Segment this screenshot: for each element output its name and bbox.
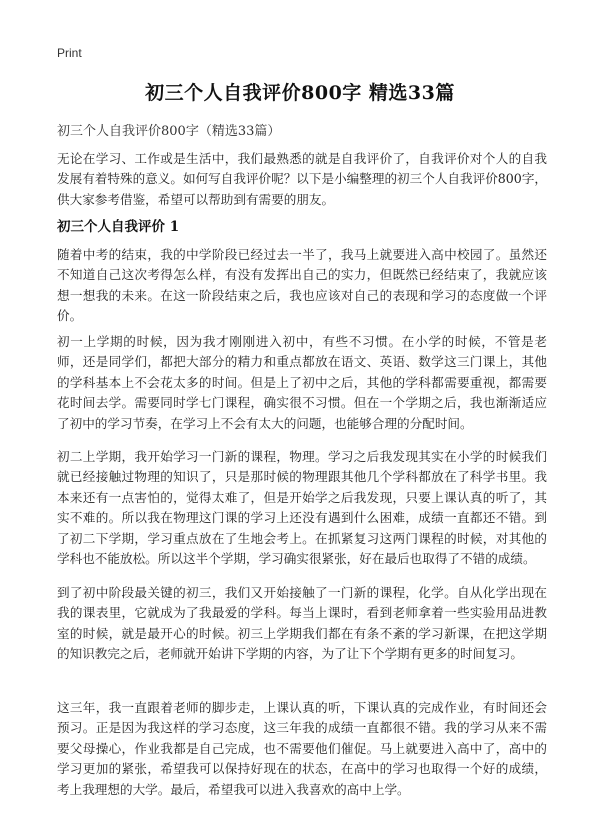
document-title: 初三个人自我评价800字 精选33篇 xyxy=(145,82,455,104)
print-label: Print xyxy=(57,46,82,60)
body-paragraph-5: 这三年，我一直跟着老师的脚步走，上课认真的听，下课认真的完成作业，有时间还会预习。正是因为我这样的学习态度，这三年我的成绩一直都很不错。我的学习从来不需要父母操心，作业我都是自己完成，也不需要他们催促。马上就要进入高中了，高中的学习更加的紧张，希望我可以保持好现在的状态，在高中的学习也取得一个好的成绩，考上我理想的大学。最后，希望我可以进入我喜欢的高中上学。 xyxy=(57,700,547,797)
intro-paragraph: 无论在学习、工作或是生活中，我们最熟悉的就是自我评价了，自我评价对个人的自我发展有着特殊的意义。如何写自我评价呢？以下是小编整理的初三个人自我评价800字，供大家参考借鉴，希望可以帮助到有需要的朋友。 xyxy=(57,151,548,207)
body-paragraph-1: 随着中考的结束，我的中学阶段已经过去一半了，我马上就要进入高中校园了。虽然还不知道自己这次考得怎么样，有没有发挥出自己的实力，但既然已经结束了，我就应该想一想我的未来。在这一阶段结束之后，我也应该对自己的表现和学习的态度做一个评价。 xyxy=(57,247,547,324)
document-subtitle: 初三个人自我评价800字（精选33篇） xyxy=(57,124,281,139)
body-paragraph-2: 初一上学期的时候，因为我才刚刚进入初中，有些不习惯。在小学的时候，不管是老师，还是同学们，都把大部分的精力和重点都放在语文、英语、数学这三门课上，其他的学科基本上不会花太多的时间。但是上了初中之后，其他的学科都需要重视，都需要花时间去学。需要同时学七门课程，确实很不习惯。但在一个学期之后，我也渐渐适应了初中的学习节奏，在学习上不会有太大的问题，也能够合理的分配时间。 xyxy=(57,334,547,431)
body-paragraph-3: 初二上学期，我开始学习一门新的课程，物理。学习之后我发现其实在小学的时候我们就已经接触过物理的知识了，只是那时候的物理跟其他几个学科都放在了科学书里。我本来还有一点害怕的，觉得太难了，但是开始学之后我发现，只要上课认真的听了，其实不难的。所以我在物理这门课的学习上还没有遇到什么困难，成绩一直都还不错。到了初二下学期，学习重点放在了生地会考上。在抓紧复习这两门课程的时候，对其他的学科也不能放松。所以这半个学期，学习确实很紧张，好在最后也取得了不错的成绩。 xyxy=(57,449,547,567)
body-paragraph-4: 到了初中阶段最关键的初三，我们又开始接触了一门新的课程，化学。自从化学出现在我的课表里，它就成为了我最爱的学科。每当上课时，看到老师拿着一些实验用品进教室的时候，就是最开心的时候。初三上学期我们都在有条不紊的学习新课，在把这学期的知识教完之后，老师就开始讲下学期的内容，为了让下个学期有更多的时间复习。 xyxy=(57,585,547,662)
section-heading: 初三个人自我评价 1 xyxy=(57,219,180,235)
